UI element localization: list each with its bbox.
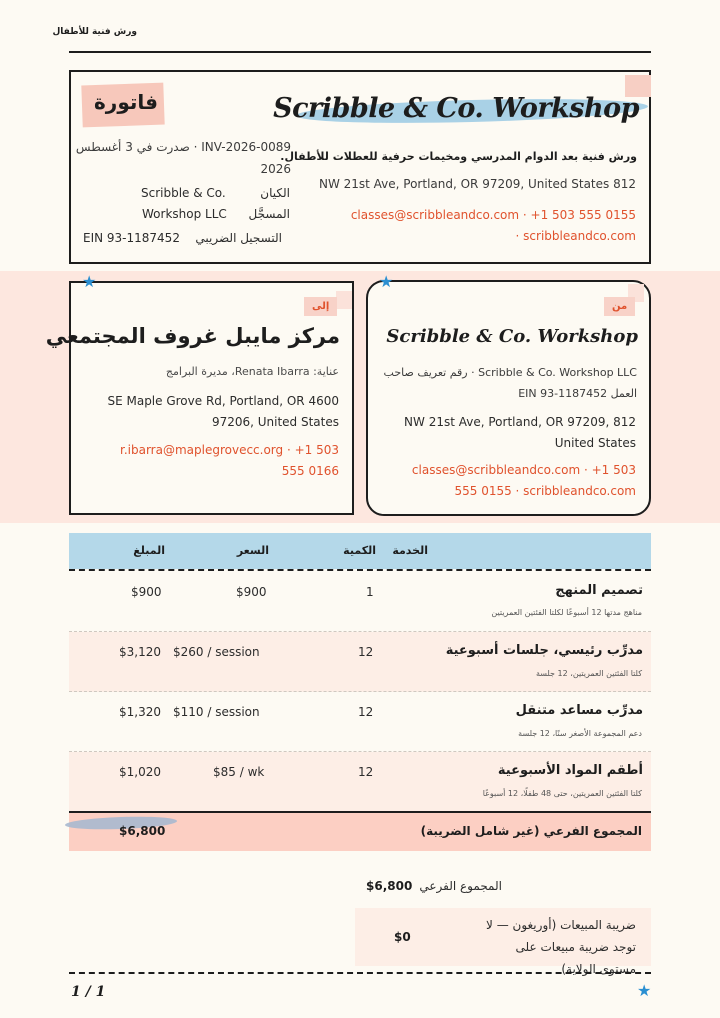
item-price: $85 / wk <box>213 765 265 779</box>
item-description: دعم المجموعة الأصغر سنًا، 12 جلسة <box>518 729 642 738</box>
item-amount: $1,020 <box>119 765 161 779</box>
column-header-service: الخدمة <box>392 544 428 557</box>
column-header-amount: المبلغ <box>133 544 165 557</box>
client-address: SE Maple Grove Rd, Portland, OR 4600 97206, United States <box>107 394 339 429</box>
item-description: كلتا الفئتين العمريتين، حتى 48 طفلًا، 12 أسبوعًا <box>482 789 642 798</box>
item-quantity: 12 <box>358 705 374 719</box>
item-name: تصميم المنهج <box>555 583 643 598</box>
invoice-number-line: INV-2026-0089 · صدرت في 3 أغسطس 2026 <box>75 140 291 176</box>
item-quantity: 12 <box>358 645 374 659</box>
table-row <box>69 692 651 752</box>
table-row <box>69 752 651 811</box>
registered-label: المسجَّل <box>248 207 290 221</box>
totals-subtotal-amount: $6,800 <box>366 879 413 893</box>
column-header-price: السعر <box>236 544 269 557</box>
item-amount: $3,120 <box>119 645 161 659</box>
tax-label: ضريبة المبيعات (أوريغون — لا توجد ضريبة مبيعات على مستوى الولاية) <box>486 918 636 976</box>
star-icon: ★ <box>82 272 97 291</box>
item-quantity: 1 <box>366 585 374 599</box>
brand-name: Scribble & Co. Workshop <box>273 93 639 124</box>
brand-contact: classes@scribbleandco.com · +1 503 555 0155 · scribbleandco.com <box>350 208 636 243</box>
table-row <box>69 632 651 692</box>
top-divider <box>69 51 651 53</box>
sender-contact: classes@scribbleandco.com · +1 503 555 0155 · scribbleandco.com <box>411 463 636 498</box>
invoice-meta <box>70 136 291 180</box>
footer-divider <box>69 972 651 974</box>
to-pill: إلى <box>304 297 337 316</box>
item-quantity: 12 <box>358 765 374 779</box>
from-pill: من <box>604 297 635 316</box>
tape-decoration <box>336 291 352 309</box>
item-price: $260 / session <box>173 645 260 659</box>
entity-label: الكيان <box>260 186 290 200</box>
registered-value: Workshop LLC <box>142 207 227 221</box>
sender-registration: Scribble & Co. Workshop LLC · رقم تعريف صاحب العمل EIN 93-1187452 <box>383 366 637 400</box>
page-number: 1 / 1 <box>71 984 106 1000</box>
subtotal-label: المجموع الفرعي (غير شامل الضريبة) <box>420 824 642 838</box>
sender-address: NW 21st Ave, Portland, OR 97209, 812 United States <box>404 415 636 450</box>
subtotal-amount: $6,800 <box>119 824 166 838</box>
item-name: أطقم المواد الأسبوعية <box>497 763 643 778</box>
client-attention: عناية: Renata Ibarra، مديرة البرامج <box>165 365 339 378</box>
item-name: مدرِّب مساعد متنقل <box>515 703 643 718</box>
star-icon: ★ <box>379 272 394 291</box>
table-row <box>69 571 651 631</box>
brand-tagline: ورش فنية بعد الدوام المدرسي ومخيمات حرفية للعطلات للأطفال. <box>280 150 637 163</box>
sender-name: Scribble & Co. Workshop <box>386 326 638 347</box>
entity-value: Scribble & Co. <box>141 186 226 200</box>
client-name: مركز مايبل غروف المجتمعي <box>45 324 340 348</box>
star-icon: ★ <box>637 981 652 1000</box>
totals-subtotal-label: المجموع الفرعي <box>419 879 502 893</box>
client-contact: r.ibarra@maplegrovecc.org · +1 503 555 0166 <box>120 443 339 478</box>
item-name: مدرِّب رئيسي، جلسات أسبوعية <box>445 643 643 658</box>
column-header-qty: الكمية <box>343 544 376 557</box>
brand-address: NW 21st Ave, Portland, OR 97209, United States 812 <box>318 177 636 191</box>
tax-amount: $0 <box>394 930 411 944</box>
item-price: $110 / session <box>173 705 260 719</box>
item-price: $900 <box>236 585 267 599</box>
item-description: كلتا الفئتين العمريتين، 12 جلسة <box>535 669 642 678</box>
tax-reg-label: التسجيل الضريبي <box>195 231 282 245</box>
item-amount: $1,320 <box>119 705 161 719</box>
tax-reg-value: EIN 93-1187452 <box>83 231 180 245</box>
item-amount: $900 <box>131 585 162 599</box>
document-label: ورش فنية للأطفال <box>52 27 137 37</box>
item-description: مناهج مدتها 12 أسبوعًا لكلتا الفئتين العمريتين <box>491 608 642 617</box>
invoice-title: فاتورة <box>94 90 158 114</box>
